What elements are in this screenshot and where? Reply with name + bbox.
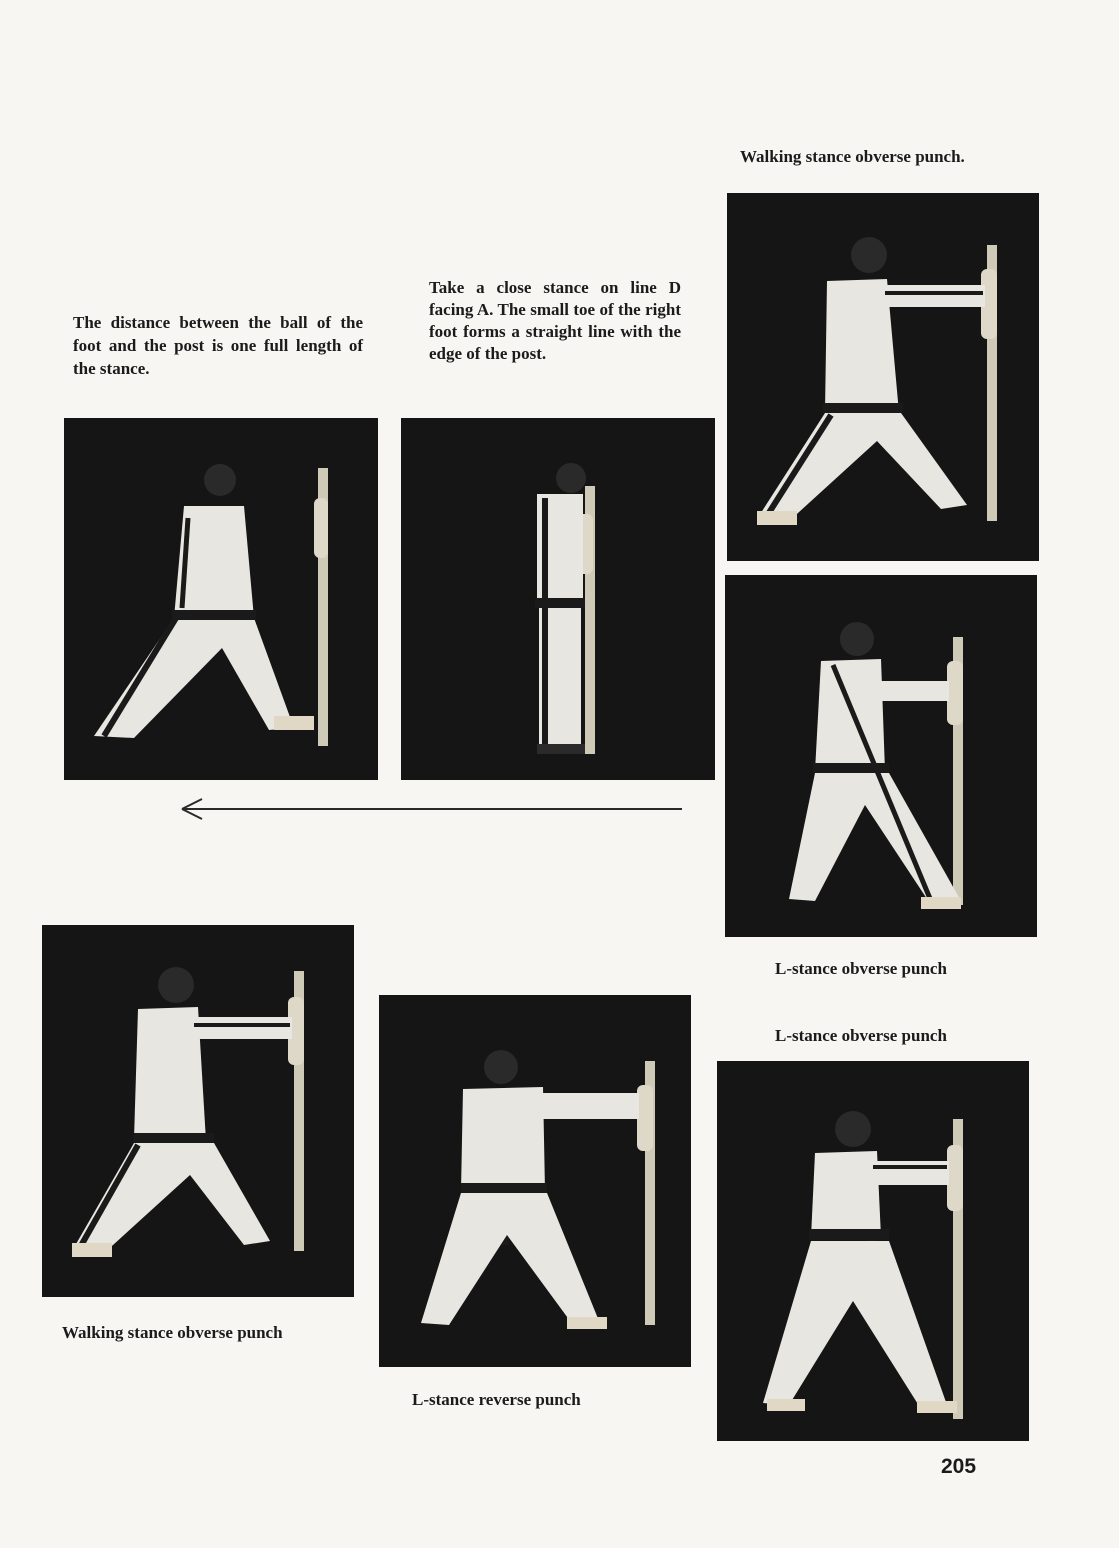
caption-l-stance-obverse-bottom: L-stance obverse punch <box>775 1026 947 1045</box>
direction-arrow <box>176 797 688 825</box>
caption-l-stance-obverse-mid: L-stance obverse punch <box>775 959 947 978</box>
page-number: 205 <box>941 1455 977 1478</box>
caption-l-stance-reverse: L-stance reverse punch <box>412 1390 581 1409</box>
photo-l-stance-reverse <box>379 995 691 1367</box>
photo-walking-stance-obverse-top <box>727 193 1039 561</box>
photo-walking-stance-distance <box>64 418 378 780</box>
caption-stance-distance: The distance between the ball of the foot and the post is one full length of the stance. <box>73 313 363 378</box>
photo-close-stance <box>401 418 715 780</box>
caption-walking-stance-obverse-bottom: Walking stance obverse punch <box>62 1323 283 1342</box>
caption-close-stance: Take a close stance on line D facing A. The small toe of the right foot forms a straight line with the edge of the post. <box>429 278 681 363</box>
photo-l-stance-obverse-bottom <box>717 1061 1029 1441</box>
photo-walking-stance-obverse-bottom <box>42 925 354 1297</box>
photo-l-stance-obverse-mid <box>725 575 1037 937</box>
caption-walking-stance-obverse-top: Walking stance obverse punch. <box>740 147 965 166</box>
